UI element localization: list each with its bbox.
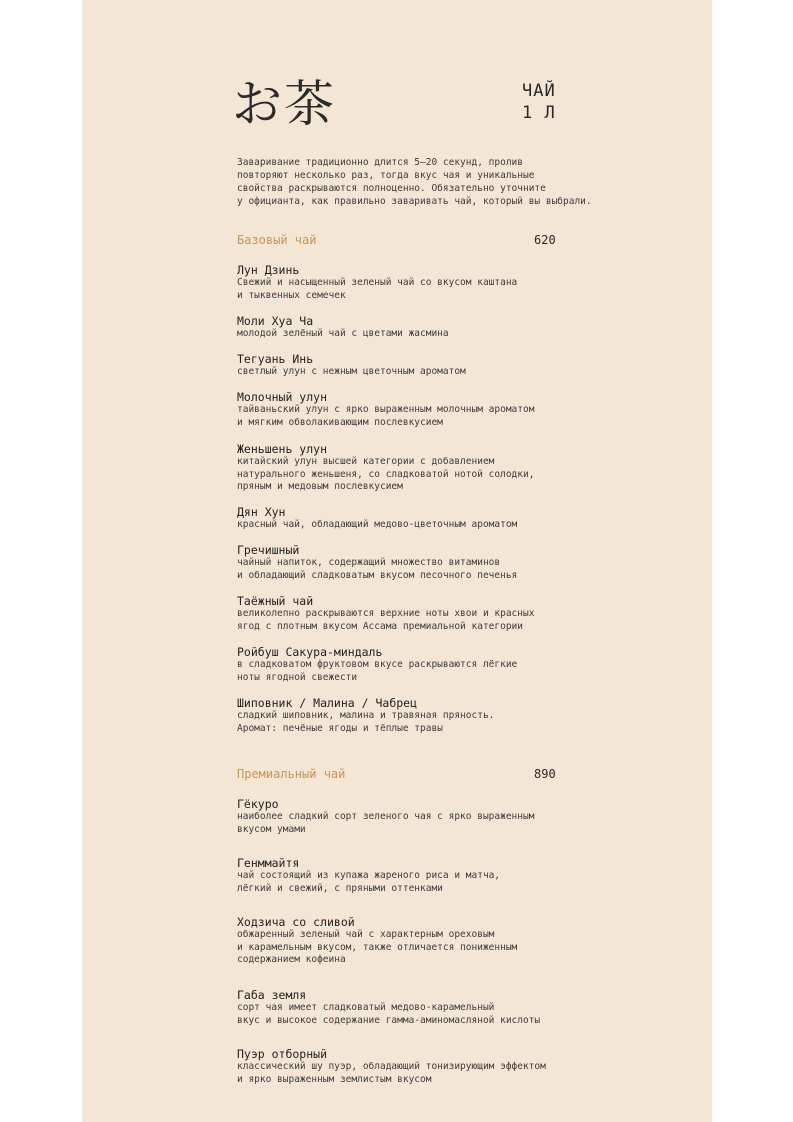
intro-line: у официанта, как правильно заваривать чай, который вы выбрали. xyxy=(237,196,592,207)
item-name: Лун Дзинь xyxy=(237,263,300,277)
item-description-line: и ярко выраженным землистым вкусом xyxy=(237,1073,432,1085)
menu-item xyxy=(237,856,637,895)
item-description-line: красный чай, обладающий медово-цветочным ароматом xyxy=(237,519,518,530)
menu-item xyxy=(237,988,637,1027)
item-description-line: светлый улун с нежным цветочным ароматом xyxy=(237,366,466,377)
intro-line: свойства раскрываются полноценно. Обязательно уточните xyxy=(237,183,546,194)
menu-item xyxy=(237,915,637,967)
item-description-line: молодой зелёный чай с цветами жасмина xyxy=(237,328,449,339)
section-header xyxy=(237,766,557,782)
item-name: Тегуань Инь xyxy=(237,352,314,366)
item-description xyxy=(237,328,637,341)
intro-line: повторяют несколько раз, тогда вкус чая и уникальные xyxy=(237,170,535,181)
item-description-line: чай состоящий из купажа жареного риса и матча, xyxy=(237,870,501,881)
item-name: Гёкуро xyxy=(237,797,279,811)
item-name: Женьшень улун xyxy=(237,442,328,456)
menu-item xyxy=(237,797,637,836)
item-name: Шиповник / Малина / Чабрец xyxy=(237,696,418,710)
item-description-line: ноты ягодной свежести xyxy=(237,671,358,683)
intro-text xyxy=(237,156,627,208)
item-description xyxy=(237,659,637,684)
menu-item xyxy=(237,352,637,379)
item-description-line: классический шу пуэр, обладающий тонизирующим эффектом xyxy=(237,1061,546,1072)
section-header xyxy=(237,232,557,248)
menu-item xyxy=(237,1047,637,1086)
item-name: Дян Хун xyxy=(237,505,286,519)
section-price: 890 xyxy=(534,767,556,781)
item-description-line: наиболее сладкий сорт зеленого чая с ярко выраженным xyxy=(237,811,535,822)
item-description xyxy=(237,557,637,582)
item-description-line: лёгкий и свежий, с пряными оттенками xyxy=(237,882,443,894)
item-description-line: в сладковатом фруктовом вкусе раскрываются лёгкие xyxy=(237,659,518,670)
menu-item xyxy=(237,505,637,532)
header-block xyxy=(522,80,556,124)
item-description-line: обжаренный зеленый чай с характерным ореховым xyxy=(237,929,495,940)
item-description xyxy=(237,277,637,302)
item-description-line: ягод с плотным вкусом Ассама премиальной категории xyxy=(237,620,523,632)
item-description-line: содержанием кофеина xyxy=(237,954,346,965)
menu-item xyxy=(237,696,637,735)
logo: お茶 xyxy=(232,75,336,133)
item-description xyxy=(237,811,637,836)
item-name: Габа земля xyxy=(237,988,307,1002)
item-description xyxy=(237,870,637,895)
page-title: ЧАЙ xyxy=(522,81,556,101)
intro-line: Заваривание традиционно длится 5–20 секунд, пролив xyxy=(237,157,523,168)
menu-item xyxy=(237,543,637,582)
menu-page xyxy=(82,0,712,1122)
item-name: Моли Хуа Ча xyxy=(237,314,314,328)
item-description xyxy=(237,456,637,494)
item-description xyxy=(237,519,637,532)
item-description xyxy=(237,1002,637,1027)
item-description xyxy=(237,929,637,967)
item-description-line: и обладающий сладковатым вкусом песочного печенья xyxy=(237,569,518,581)
item-description-line: сладкий шиповник, малина и травяная пряность. xyxy=(237,710,495,721)
item-description-line: чайный напиток, содержащий множество витаминов xyxy=(237,557,501,568)
item-name: Молочный улун xyxy=(237,390,328,404)
section-price: 620 xyxy=(534,233,556,247)
item-description-line: натурального женьшеня, со сладковатой нотой солодки, xyxy=(237,468,535,480)
item-name: Генммайтя xyxy=(237,856,300,870)
menu-item xyxy=(237,263,637,302)
menu-item xyxy=(237,390,637,429)
item-description-line: Аромат: печёные ягоды и тёплые травы xyxy=(237,722,443,734)
item-description-line: и мягким обволакивающим послевкусием xyxy=(237,416,443,428)
item-description-line: китайский улун высшей категории с добавлением xyxy=(237,456,495,467)
item-description-line: и карамельным вкусом, также отличается пониженным xyxy=(237,941,518,953)
item-description-line: вкус и высокое содержание гамма-аминомасляной кислоты xyxy=(237,1014,541,1026)
section-title: Базовый чай xyxy=(237,233,317,247)
item-description-line: сорт чая имеет сладковатый медово-карамельный xyxy=(237,1002,495,1013)
item-description-line: пряным и медовым послевкусием xyxy=(237,481,403,492)
menu-item xyxy=(237,314,637,341)
item-name: Гречишный xyxy=(237,543,300,557)
item-description xyxy=(237,1061,637,1086)
volume-label: 1 Л xyxy=(522,103,556,123)
item-description xyxy=(237,366,637,379)
item-description-line: великолепно раскрываются верхние ноты хвои и красных xyxy=(237,608,535,619)
menu-item xyxy=(237,594,637,633)
menu-item xyxy=(237,645,637,684)
item-name: Пуэр отборный xyxy=(237,1047,328,1061)
section-title: Премиальный чай xyxy=(237,767,346,781)
item-description-line: Свежий и насыщенный зеленый чай со вкусом каштана xyxy=(237,277,518,288)
item-description-line: тайваньский улун с ярко выраженным молочным ароматом xyxy=(237,404,535,415)
item-description-line: и тыквенных семечек xyxy=(237,289,346,301)
item-description-line: вкусом умами xyxy=(237,823,306,835)
item-description xyxy=(237,710,637,735)
item-name: Ройбуш Сакура-миндаль xyxy=(237,645,383,659)
item-description xyxy=(237,608,637,633)
item-description xyxy=(237,404,637,429)
item-name: Таёжный чай xyxy=(237,594,314,608)
menu-item xyxy=(237,442,637,494)
item-name: Ходзича со сливой xyxy=(237,915,355,929)
